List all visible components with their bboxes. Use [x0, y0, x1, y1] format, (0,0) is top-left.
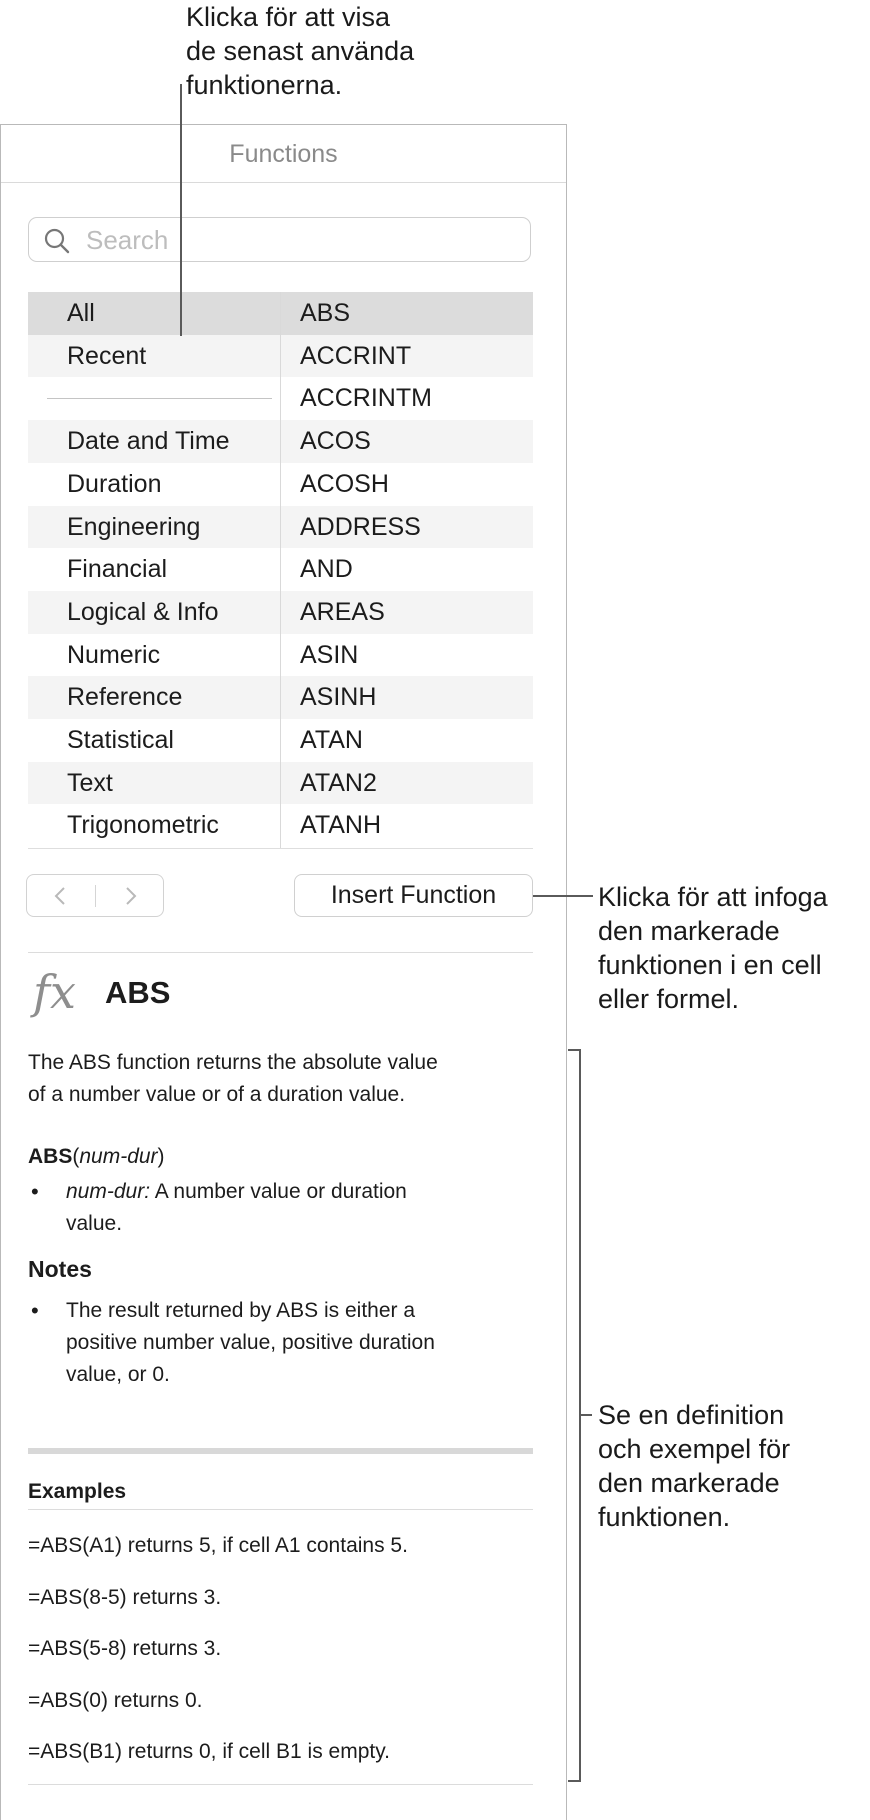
chevron-left-icon — [53, 886, 69, 906]
function-item-atan[interactable]: ATAN — [300, 726, 363, 754]
syntax-close: ) — [157, 1145, 165, 1168]
examples-divider — [28, 1448, 533, 1454]
function-item-areas[interactable]: AREAS — [300, 597, 385, 626]
argument-desc-line-1: A number value or duration — [150, 1180, 407, 1203]
examples-header-rule — [28, 1509, 533, 1510]
function-item-acosh[interactable]: ACOSH — [300, 469, 389, 498]
syntax-open: ( — [72, 1145, 80, 1168]
syntax-arg: num-dur — [79, 1145, 158, 1168]
example-5: =ABS(B1) returns 0, if cell B1 is empty. — [28, 1740, 390, 1763]
function-item-accrint[interactable]: ACCRINT — [300, 341, 412, 370]
callout-definition — [598, 1398, 790, 1534]
callout-insert — [598, 880, 828, 1016]
category-item-numeric[interactable]: Numeric — [67, 640, 161, 669]
back-button[interactable] — [27, 875, 95, 916]
argument-desc-line-2: value. — [66, 1212, 123, 1235]
example-2: =ABS(8-5) returns 3. — [28, 1586, 222, 1609]
category-item-text[interactable]: Text — [67, 768, 113, 797]
notes-bullet: • — [31, 1298, 39, 1323]
search-field[interactable] — [28, 217, 531, 262]
function-description — [28, 1047, 533, 1111]
function-item-accrintm[interactable]: ACCRINTM — [300, 384, 432, 413]
callout-definition-line-3: den markerade — [598, 1468, 780, 1498]
argument-bullet: • — [31, 1179, 39, 1204]
definition-bracket-tick — [580, 1414, 592, 1416]
function-item-acos[interactable]: ACOS — [300, 427, 371, 456]
category-item-date-and-time[interactable]: Date and Time — [67, 427, 230, 456]
function-syntax — [28, 1141, 165, 1173]
function-item-address[interactable]: ADDRESS — [300, 512, 421, 541]
functions-panel — [0, 124, 567, 1820]
function-item-asin[interactable]: ASIN — [300, 640, 359, 669]
function-item-atanh[interactable]: ATANH — [300, 811, 382, 840]
callout-insert-line-2: den markerade — [598, 916, 780, 946]
callout-insert-line-4: eller formel. — [598, 984, 740, 1014]
example-3: =ABS(5-8) returns 3. — [28, 1637, 222, 1660]
search-icon — [43, 227, 71, 255]
category-separator — [47, 398, 272, 399]
category-item-recent[interactable]: Recent — [67, 341, 147, 370]
callout-insert-leader — [533, 895, 593, 897]
notes-line-3: value, or 0. — [66, 1363, 170, 1386]
callout-definition-line-1: Se en definition — [598, 1400, 785, 1430]
callout-recent-line-2: de senast använda — [186, 36, 415, 66]
callout-recent-leader — [180, 84, 182, 336]
function-item-and[interactable]: AND — [300, 555, 353, 584]
notes-heading: Notes — [28, 1256, 92, 1282]
notes-line-2: positive number value, positive duration — [66, 1331, 435, 1354]
description-line-2: of a number value or of a duration value. — [28, 1083, 406, 1106]
category-item-all[interactable]: All — [67, 299, 95, 327]
definition-bracket-bottom — [568, 1780, 580, 1782]
example-1: =ABS(A1) returns 5, if cell A1 contains 5. — [28, 1534, 408, 1557]
category-item-duration[interactable]: Duration — [67, 469, 162, 498]
argument-name: num-dur: — [66, 1180, 151, 1203]
callout-insert-line-3: funktionen i en cell — [598, 950, 822, 980]
forward-button[interactable] — [96, 875, 164, 916]
category-item-statistical[interactable]: Statistical — [67, 726, 174, 754]
syntax-name: ABS — [28, 1145, 73, 1168]
category-item-engineering[interactable]: Engineering — [67, 512, 201, 541]
function-browser — [28, 292, 533, 849]
callout-recent-line-3: funktionerna. — [186, 70, 343, 100]
function-item-abs[interactable]: ABS — [300, 299, 351, 327]
argument-description — [66, 1176, 536, 1240]
history-navigation — [26, 874, 164, 917]
category-item-financial[interactable]: Financial — [67, 555, 168, 584]
function-item-asinh[interactable]: ASINH — [300, 683, 377, 712]
category-item-trigonometric[interactable]: Trigonometric — [67, 811, 219, 840]
examples-heading: Examples — [28, 1480, 127, 1503]
callout-recent — [186, 0, 414, 102]
insert-function-button[interactable]: Insert Function — [294, 874, 533, 917]
callout-insert-line-1: Klicka för att infoga — [598, 882, 828, 912]
fx-icon: fx — [33, 965, 76, 1019]
description-line-1: The ABS function returns the absolute value — [28, 1051, 438, 1074]
detail-divider — [28, 952, 533, 953]
callout-definition-line-2: och exempel för — [598, 1434, 791, 1464]
callout-definition-line-4: funktionen. — [598, 1502, 731, 1532]
callout-recent-line-1: Klicka för att visa — [186, 2, 391, 32]
example-4: =ABS(0) returns 0. — [28, 1689, 203, 1712]
function-item-atan2[interactable]: ATAN2 — [300, 768, 377, 797]
examples-bottom-rule — [28, 1784, 533, 1785]
category-item-logical-info[interactable]: Logical & Info — [67, 597, 219, 626]
notes-text — [66, 1295, 536, 1391]
category-item-reference[interactable]: Reference — [67, 683, 183, 712]
function-title: ABS — [105, 975, 171, 1010]
chevron-right-icon — [122, 886, 138, 906]
search-input[interactable] — [84, 224, 518, 256]
notes-line-1: The result returned by ABS is either a — [66, 1299, 416, 1322]
column-divider — [280, 292, 281, 848]
panel-title: Functions — [1, 125, 566, 183]
